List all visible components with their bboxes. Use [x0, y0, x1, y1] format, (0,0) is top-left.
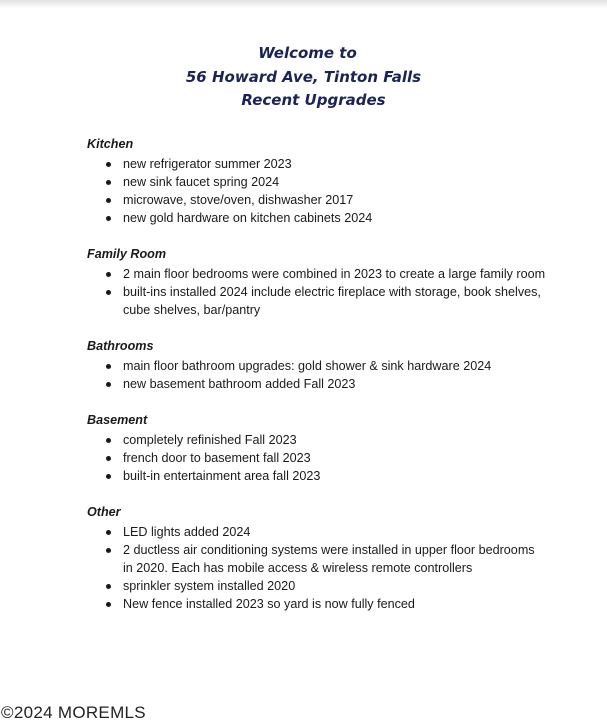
list-item-text: built-in entertainment area fall 2023 [123, 469, 321, 483]
list-item [87, 283, 547, 319]
bullet-icon [106, 584, 111, 589]
list-item-text: new sink faucet spring 2024 [123, 175, 280, 189]
bullet-icon [106, 364, 111, 369]
list-item [87, 173, 547, 191]
list-item [87, 357, 547, 375]
bullet-icon [106, 162, 111, 167]
bullet-icon [106, 456, 111, 461]
list-item [87, 523, 547, 541]
list-item-text: sprinkler system installed 2020 [123, 579, 296, 593]
bullet-icon [106, 198, 111, 203]
title-address: 56 Howard Ave, Tinton Falls [185, 67, 422, 86]
bullet-icon [106, 180, 111, 185]
list-item-text: 2 main floor bedrooms were combined in 2023 to create a large family room [123, 267, 546, 281]
list-item [87, 467, 547, 485]
bullet-icon [106, 602, 111, 607]
section-heading: Other [87, 505, 121, 519]
section-heading: Kitchen [87, 137, 134, 151]
list-item-text: microwave, stove/oven, dishwasher 2017 [123, 193, 354, 207]
list-item [87, 375, 547, 393]
list-item-text: new refrigerator summer 2023 [123, 157, 292, 171]
list-item-text: New fence installed 2023 so yard is now fully fenced [123, 597, 415, 611]
list-item [87, 265, 547, 283]
bullet-icon [106, 272, 111, 277]
list-item-text: LED lights added 2024 [123, 525, 251, 539]
list-item-text: main floor bathroom upgrades: gold shower & sink hardware 2024 [123, 359, 492, 373]
bullet-icon [106, 382, 111, 387]
title-welcome: Welcome to [258, 44, 357, 62]
bullet-icon [106, 438, 111, 443]
list-item-text: completely refinished Fall 2023 [123, 433, 297, 447]
section-heading: Bathrooms [87, 339, 154, 353]
bullet-icon [106, 290, 111, 295]
list-item [87, 541, 547, 577]
list-item [87, 449, 547, 467]
list-item-text: built-ins installed 2024 include electric fireplace with storage, book shelves, cube shelves, bar/pantry [123, 285, 541, 317]
bullet-icon [106, 548, 111, 553]
list-item [87, 209, 547, 227]
bullet-icon [106, 216, 111, 221]
list-item-text: 2 ductless air conditioning systems were installed in upper floor bedrooms in 2020. Each has mobile access & wireless remote controllers [123, 543, 535, 575]
section-other [87, 503, 547, 613]
title-subtitle: Recent Upgrades [241, 91, 386, 109]
list-item-text: new gold hardware on kitchen cabinets 2024 [123, 211, 373, 225]
list-item-text: french door to basement fall 2023 [123, 451, 311, 465]
section-heading: Basement [87, 413, 148, 427]
list-item [87, 595, 547, 613]
list-item [87, 431, 547, 449]
copyright-watermark: ©2024 MOREMLS [1, 703, 146, 722]
list-item-text: new basement bathroom added Fall 2023 [123, 377, 356, 391]
section-family-room [87, 245, 547, 319]
section-bathrooms [87, 337, 547, 393]
document-title [0, 42, 607, 113]
bullet-icon [106, 530, 111, 535]
list-item [87, 191, 547, 209]
section-heading: Family Room [87, 247, 167, 261]
bullet-icon [106, 474, 111, 479]
section-kitchen [87, 135, 547, 227]
list-item [87, 155, 547, 173]
top-edge-shadow [0, 0, 607, 8]
upgrade-sections [87, 135, 547, 631]
section-basement [87, 411, 547, 485]
list-item [87, 577, 547, 595]
